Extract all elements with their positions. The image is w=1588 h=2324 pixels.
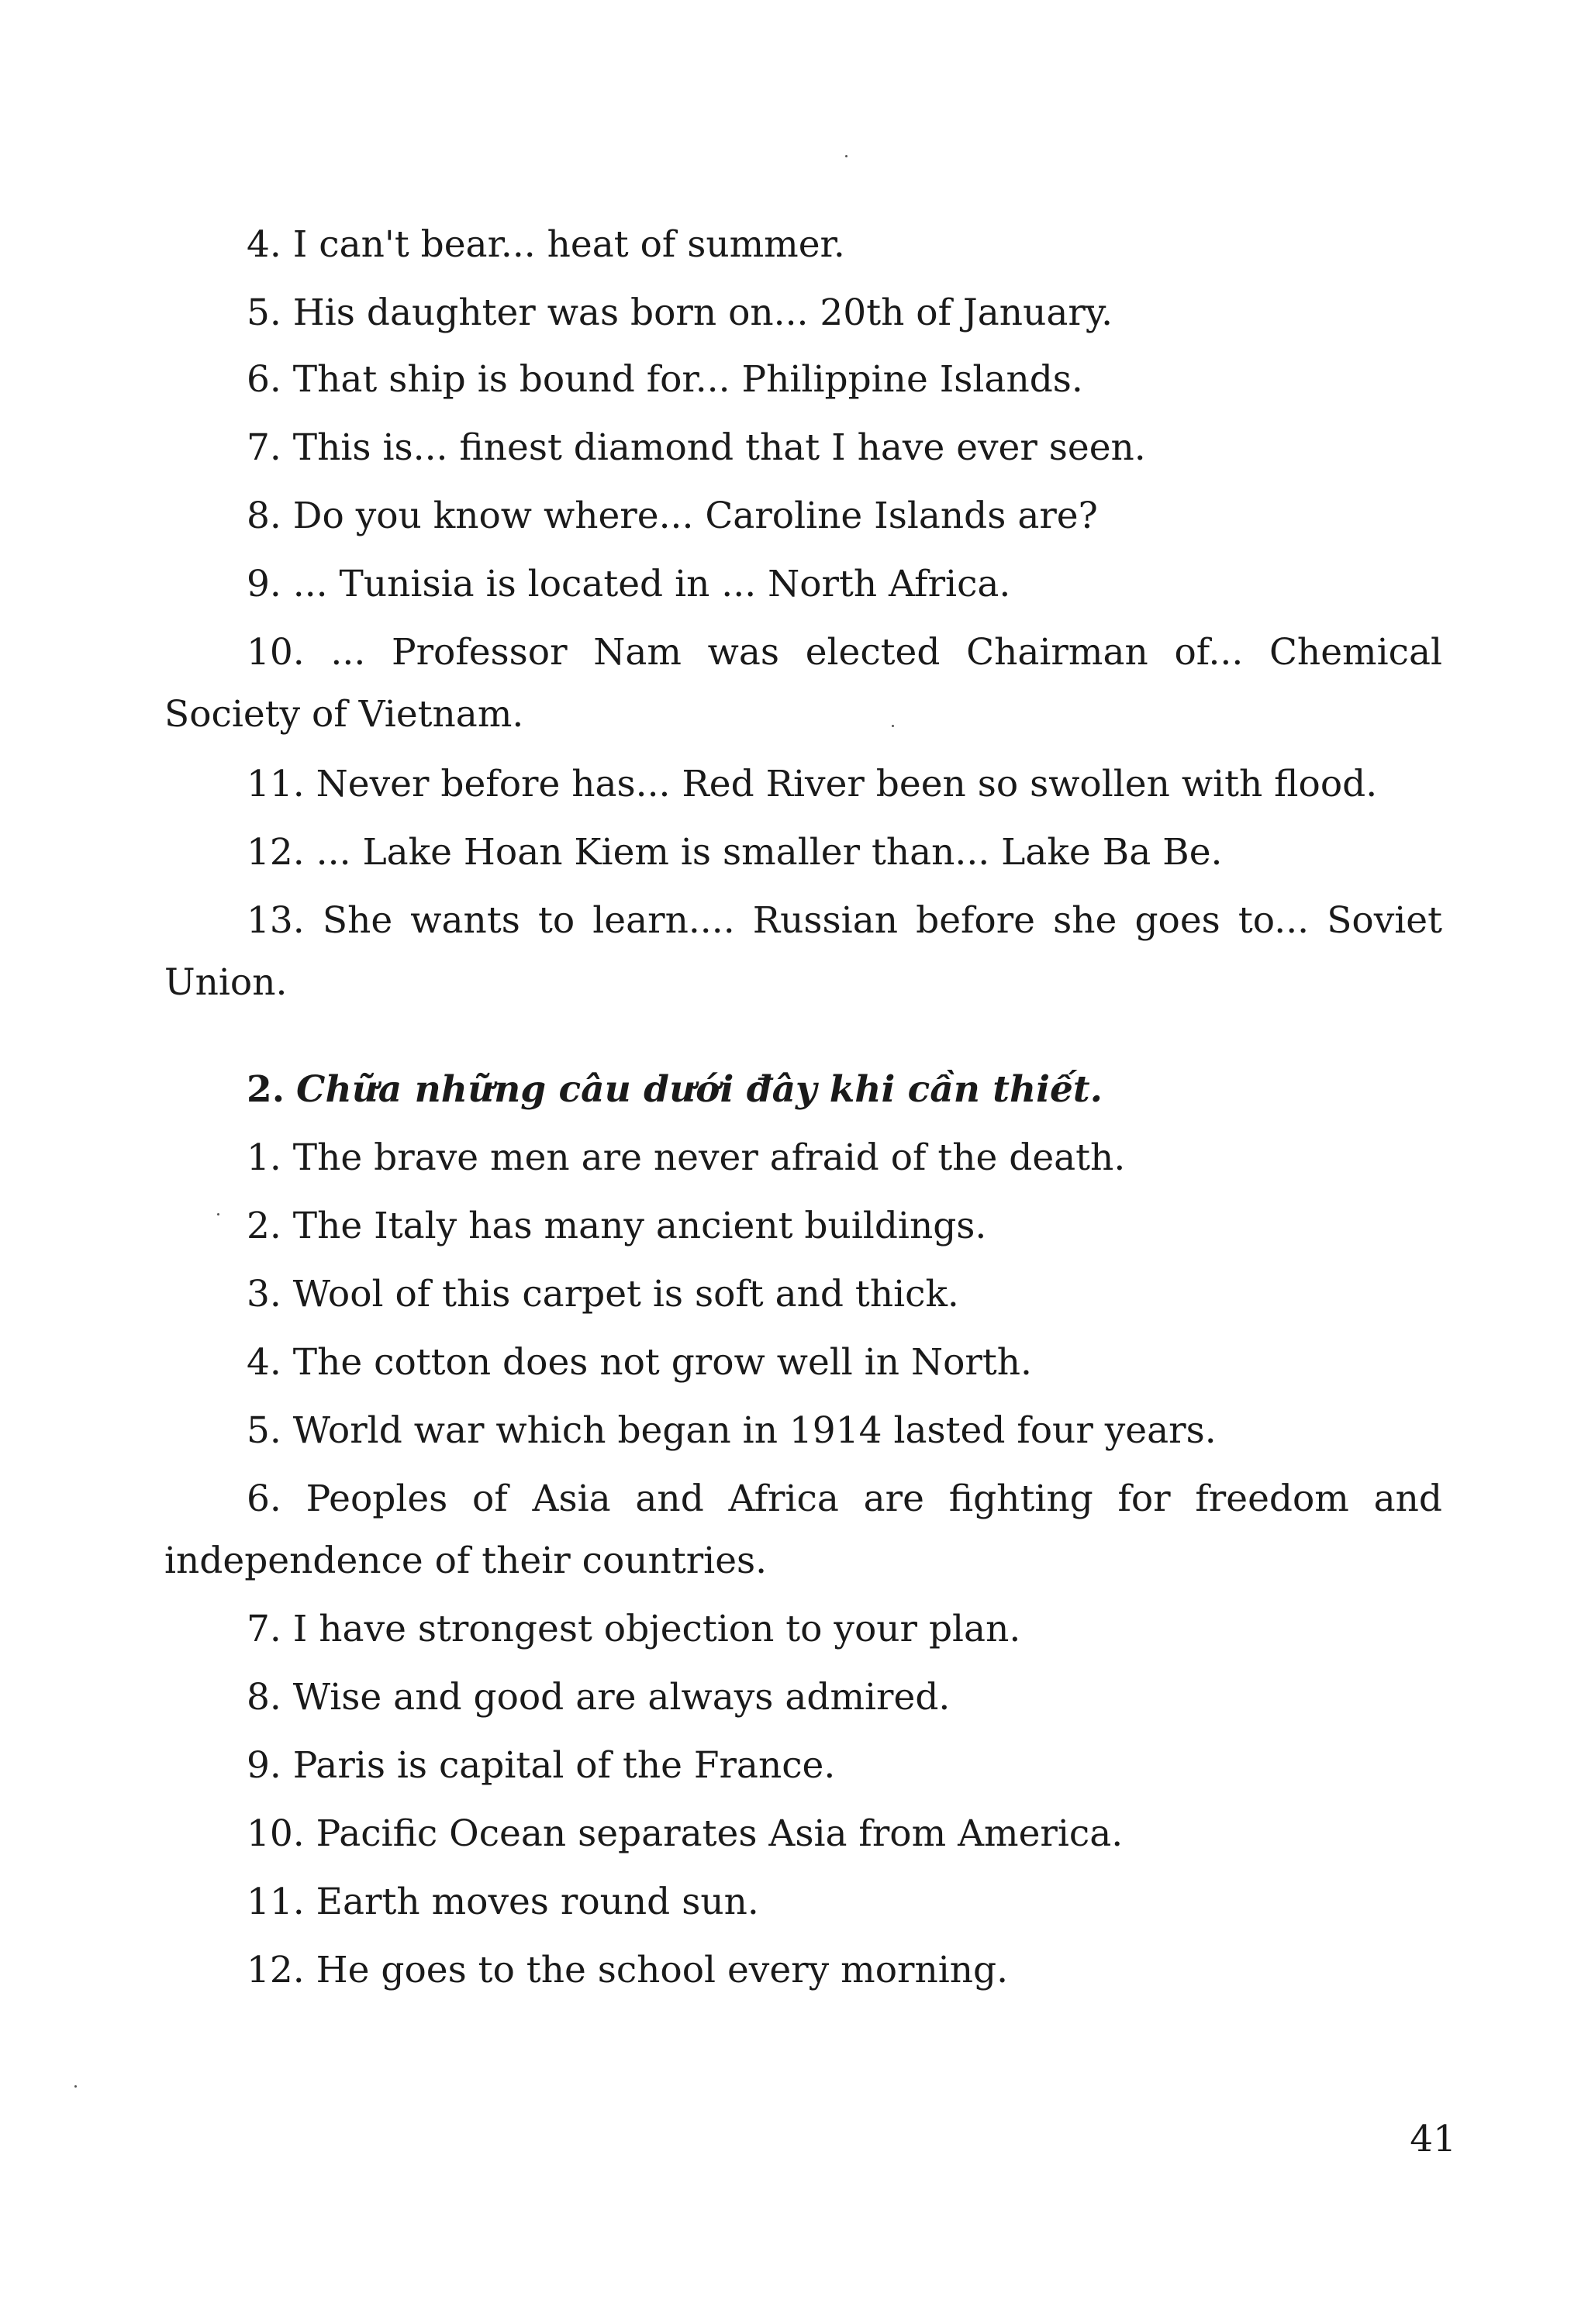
exercise2-item-1: 1. The brave men are never afraid of the death.: [247, 1136, 1126, 1179]
exercise2-item-7: 7. I have strongest objection to your plan.: [247, 1608, 1021, 1650]
exercise1-item-9: 9. ... Tunisia is located in ... North Africa.: [247, 563, 1011, 605]
exercise2-title: Chữa những câu dưới đây khi cần thiết.: [296, 1068, 1103, 1111]
exercise2-item-6-line1: 6. Peoples of Asia and Africa are fighting for freedom and: [247, 1477, 1442, 1520]
exercise1-item-10-line2: Society of Vietnam.: [164, 693, 524, 736]
exercise2-item-12: 12. He goes to the school every morning.: [247, 1949, 1009, 1991]
exercise2-item-6-line2: independence of their countries.: [164, 1540, 768, 1582]
exercise1-item-8: 8. Do you know where... Caroline Islands are?: [247, 495, 1098, 537]
scan-speck: [74, 2085, 77, 2088]
exercise2-item-4: 4. The cotton does not grow well in North.: [247, 1341, 1033, 1384]
exercise2-item-11: 11. Earth moves round sun.: [247, 1881, 759, 1923]
scan-speck: [892, 725, 894, 727]
exercise2-item-8: 8. Wise and good are always admired.: [247, 1676, 951, 1719]
exercise1-item-13-line1: 13. She wants to learn.... Russian before she goes to... Soviet: [247, 899, 1442, 942]
exercise1-item-13-line2: Union.: [164, 961, 288, 1004]
exercise2-heading: [247, 1068, 1103, 1111]
exercise1-item-11: 11. Never before has... Red River been so swollen with flood.: [247, 763, 1378, 805]
exercise2-item-3: 3. Wool of this carpet is soft and thick.: [247, 1273, 959, 1315]
exercise1-item-4: 4. I can't bear... heat of summer.: [247, 223, 845, 266]
exercise2-number: 2.: [247, 1068, 285, 1111]
exercise1-item-10-line1: 10. ... Professor Nam was elected Chairman of... Chemical: [247, 631, 1442, 674]
exercise1-item-12: 12. ... Lake Hoan Kiem is smaller than... Lake Ba Be.: [247, 831, 1223, 874]
exercise1-item-7: 7. This is... finest diamond that I have ever seen.: [247, 426, 1146, 469]
exercise2-item-2: 2. The Italy has many ancient buildings.: [247, 1205, 987, 1247]
page-number: 41: [1410, 2118, 1456, 2160]
exercise1-item-6: 6. That ship is bound for... Philippine Islands.: [247, 358, 1083, 401]
exercise2-item-5: 5. World war which began in 1914 lasted four years.: [247, 1409, 1217, 1452]
exercise2-item-10: 10. Pacific Ocean separates Asia from America.: [247, 1812, 1124, 1855]
exercise1-item-5: 5. His daughter was born on... 20th of January.: [247, 291, 1113, 334]
scan-speck: [217, 1213, 219, 1215]
exercise2-item-9: 9. Paris is capital of the France.: [247, 1744, 836, 1787]
scan-speck: [845, 155, 848, 157]
